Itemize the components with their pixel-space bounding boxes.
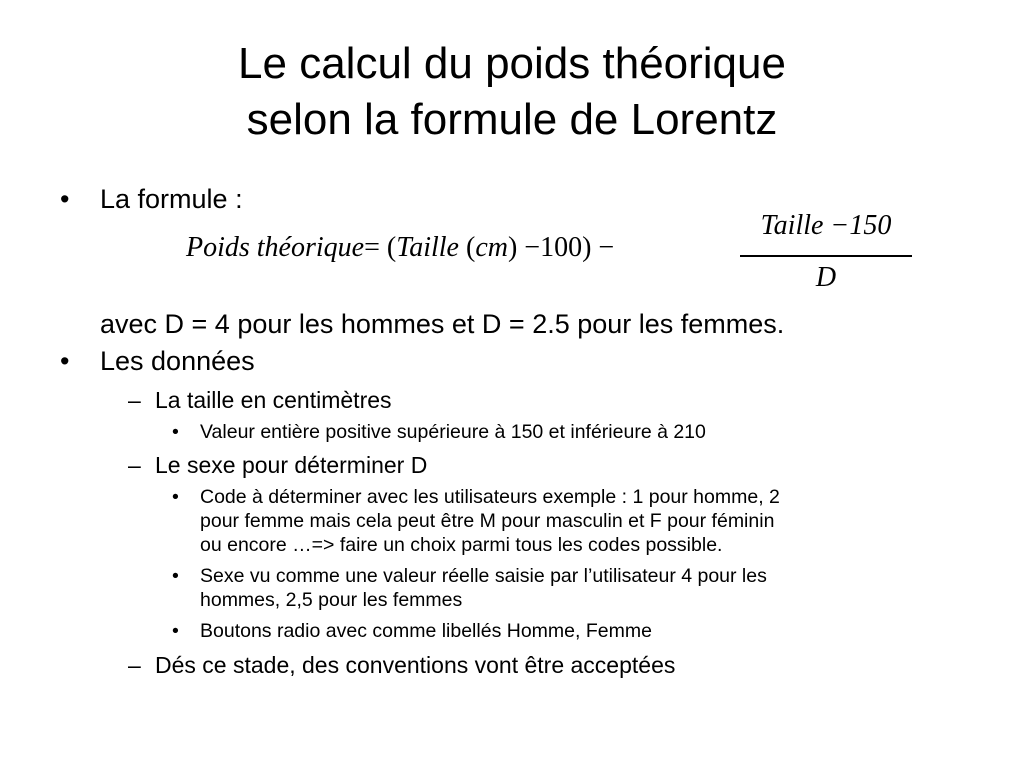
bullet-marker: •: [60, 346, 70, 376]
formula-denominator: D: [815, 262, 837, 293]
formula-lhs-variable: Poids théorique: [186, 232, 365, 263]
sexe-code-line-3: ou encore …=> faire un choix parmi tous les codes possible.: [200, 534, 723, 556]
sexe-radio-line: Boutons radio avec comme libellés Homme, Femme: [200, 620, 652, 642]
slide-title-line-2: selon la formule de Lorentz: [246, 95, 778, 144]
sexe-reel-line-2: hommes, 2,5 pour les femmes: [200, 589, 463, 611]
formula-numerator-text: Taille −150: [760, 210, 892, 241]
bullet-marker: •: [172, 421, 179, 443]
formula-label: La formule :: [100, 184, 243, 214]
bullet-marker: •: [60, 184, 70, 214]
bullet-marker: •: [172, 565, 179, 587]
formula-left-side: [186, 232, 614, 264]
lorentz-formula: [186, 206, 916, 302]
formula-lhs-taille: Taille: [396, 232, 459, 263]
sub-item-taille: La taille en centimètres: [155, 387, 392, 413]
donnees-label: Les données: [100, 346, 255, 376]
dash-marker: –: [128, 452, 141, 478]
bullet-marker: •: [172, 620, 179, 642]
slide-title-line-1: Le calcul du poids théorique: [238, 39, 786, 88]
formula-lhs-cm: cm: [475, 232, 508, 263]
formula-fraction: [740, 206, 912, 302]
dash-marker: –: [128, 387, 141, 413]
formula-lhs-equals: = (: [364, 232, 397, 263]
sexe-code-line-2: pour femme mais cela peut être M pour masculin et F pour féminin: [200, 510, 775, 532]
dash-marker: –: [128, 652, 141, 678]
sexe-reel-line-1: Sexe vu comme une valeur réelle saisie par l’utilisateur 4 pour les: [200, 565, 767, 587]
taille-detail: Valeur entière positive supérieure à 150 et inférieure à 210: [200, 421, 706, 443]
bullet-marker: •: [172, 486, 179, 508]
sub-item-conventions: Dés ce stade, des conventions vont être acceptées: [155, 652, 676, 678]
formula-lhs-paren: (: [459, 232, 476, 263]
sub-item-sexe: Le sexe pour déterminer D: [155, 452, 428, 478]
sexe-code-line-1: Code à déterminer avec les utilisateurs exemple : 1 pour homme, 2: [200, 486, 780, 508]
formula-lhs-rest: ) −100) −: [507, 232, 615, 263]
formula-fraction-bar: [740, 255, 912, 257]
slide-title: [0, 36, 1024, 148]
formula-numerator: [740, 210, 912, 242]
formula-explanation: avec D = 4 pour les hommes et D = 2.5 pour les femmes.: [100, 309, 785, 339]
